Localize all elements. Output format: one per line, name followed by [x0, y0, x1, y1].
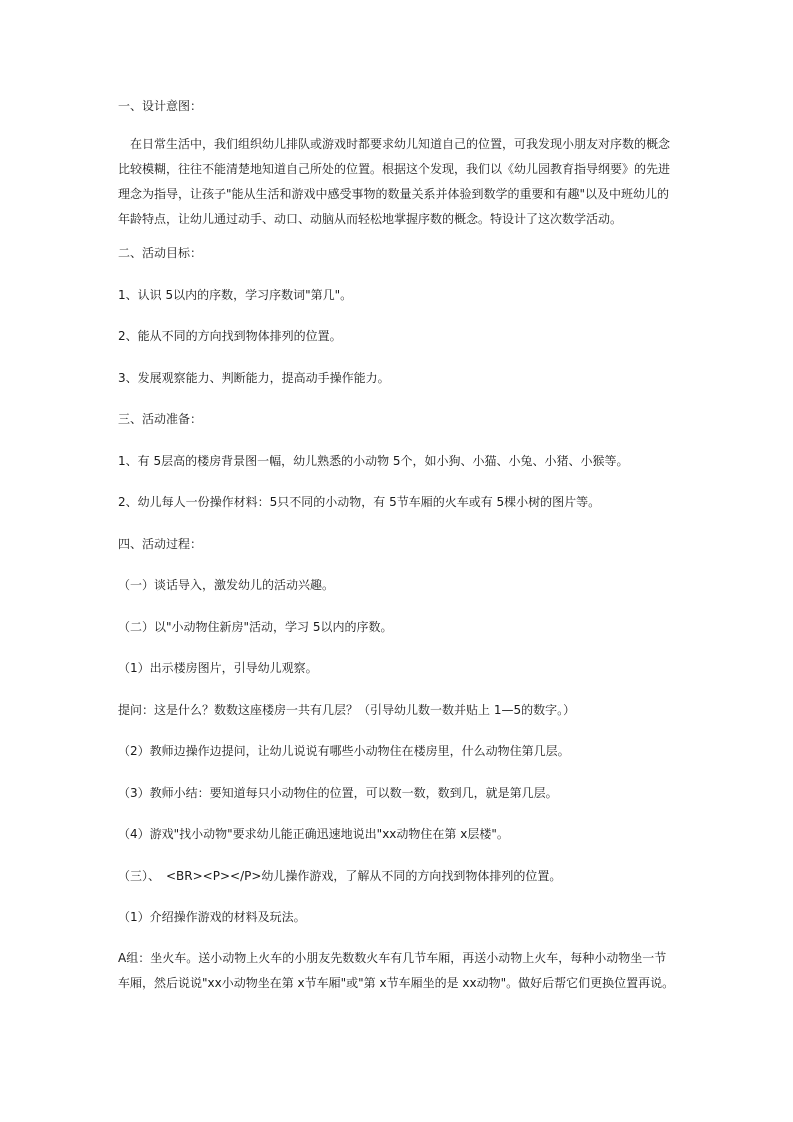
group-a-line: 车厢，然后说说"xx小动物坐在第 x节车厢"或"第 x节车厢坐的是 xx动物"。做好后帮它们更换位置再说。 [118, 976, 675, 990]
process-substep: （4）游戏"找小动物"要求幼儿能正确迅速地说出"xx动物住在第 x层楼"。 [118, 827, 509, 841]
intro-line: 比较模糊，往往不能清楚地知道自己所处的位置。根据这个发现，我们以《幼儿园教育指导纲要》的先进 [118, 162, 671, 176]
prep-item: 1、有 5层高的楼房背景图一幅，幼儿熟悉的小动物 5个，如小狗、小猫、小兔、小猪、小猴等。 [118, 454, 629, 468]
intro-line: 理念为指导，让孩子"能从生活和游戏中感受事物的数量关系并体验到数学的重要和有趣"以及中班幼儿的 [118, 187, 670, 201]
group-a-line: A组：坐火车。送小动物上火车的小朋友先数数火车有几节车厢，再送小动物上火车，每种小动物坐一节 [118, 951, 667, 965]
heading-activity-goals: 二、活动目标： [118, 246, 203, 260]
process-substep: （1）出示楼房图片，引导幼儿观察。 [118, 661, 318, 675]
process-step: （二）以"小动物住新房"活动，学习 5以内的序数。 [118, 620, 393, 634]
heading-activity-process: 四、活动过程： [118, 537, 203, 551]
process-step: （三）、 <BR><P></P>幼儿操作游戏，了解从不同的方向找到物体排列的位置。 [118, 869, 562, 883]
question-text: 提问：这是什么？数数这座楼房一共有几层？（引导幼儿数一数并贴上 1—5的数字。） [118, 703, 576, 717]
goal-item: 3、发展观察能力、判断能力，提高动手操作能力。 [118, 371, 390, 385]
heading-activity-prep: 三、活动准备： [118, 412, 203, 426]
group-a-paragraph [118, 946, 674, 996]
process-step: （一）谈话导入，激发幼儿的活动兴趣。 [118, 578, 335, 592]
goal-item: 1、认识 5以内的序数，学习序数词"第几"。 [118, 288, 353, 302]
heading-design-intent: 一、设计意图： [118, 99, 203, 113]
process-substep: （3）教师小结：要知道每只小动物住的位置，可以数一数，数到几，就是第几层。 [118, 786, 558, 800]
prep-item: 2、幼儿每人一份操作材料：5只不同的小动物，有 5节车厢的火车或有 5棵小树的图片等。 [118, 495, 601, 509]
intro-line: 在日常生活中，我们组织幼儿排队或游戏时都要求幼儿知道自己的位置，可我发现小朋友对序数的概念 [118, 137, 671, 151]
goal-item: 2、能从不同的方向找到物体排列的位置。 [118, 329, 342, 343]
process-substep: （1）介绍操作游戏的材料及玩法。 [118, 910, 306, 924]
process-substep: （2）教师边操作边提问，让幼儿说说有哪些小动物住在楼房里，什么动物住第几层。 [118, 744, 570, 758]
intro-paragraph [118, 132, 670, 232]
intro-line: 年龄特点，让幼儿通过动手、动口、动脑从而轻松地掌握序数的概念。特设计了这次数学活动。 [118, 212, 623, 226]
